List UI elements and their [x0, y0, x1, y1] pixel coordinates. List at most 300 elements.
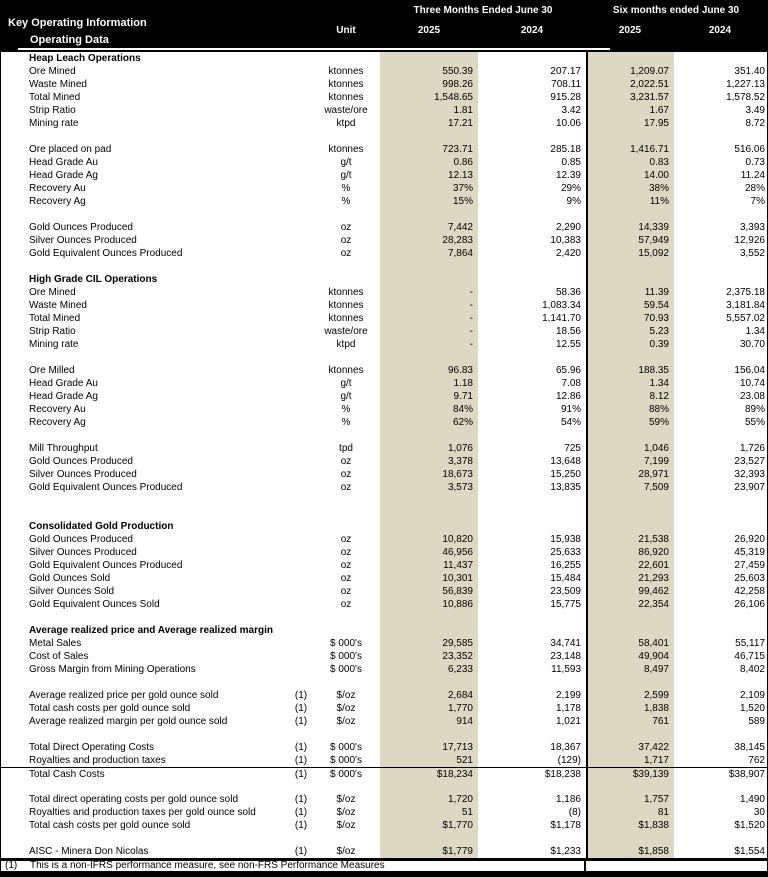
row-label: Recovery Ag [29, 417, 86, 428]
footnote-marker [290, 572, 312, 585]
value-6m-2024: 23.08 [739, 391, 765, 402]
value-6m-2024: 1,520 [739, 703, 765, 714]
value-6m-2024: $1,520 [734, 820, 765, 831]
unit-cell [312, 130, 380, 143]
footnote-marker: (1) [294, 794, 308, 805]
value-6m-2025: 22,601 [586, 559, 674, 572]
unit-cell: g/t [340, 157, 352, 168]
table-row [1, 455, 767, 468]
footnote-row [1, 858, 767, 871]
value-3m-2025: 1,720 [380, 793, 478, 806]
value-6m-2024: 3.49 [745, 105, 765, 116]
row-label: Consolidated Gold Production [29, 521, 174, 532]
column-header-3m-2024: 2024 [520, 25, 544, 36]
footnote-marker [290, 156, 312, 169]
value-3m-2024: 285.18 [550, 144, 581, 155]
row-label: Heap Leach Operations [29, 53, 141, 64]
footnote-marker [290, 130, 312, 143]
row-label: Head Grade Ag [29, 170, 98, 181]
value-3m-2024 [478, 429, 586, 442]
unit-cell: $ 000's [330, 755, 362, 766]
table-row [1, 442, 767, 455]
value-3m-2025 [380, 52, 478, 65]
section-header-row [1, 52, 767, 65]
value-6m-2025: 11% [586, 195, 674, 208]
row-label: Ore placed on pad [29, 144, 112, 155]
footnote-marker: (1) [294, 716, 308, 727]
value-3m-2025 [380, 728, 478, 741]
value-3m-2024 [478, 624, 586, 637]
row-label: Mining rate [29, 118, 79, 129]
value-3m-2024: 15,250 [550, 469, 581, 480]
value-3m-2025 [380, 260, 478, 273]
value-3m-2025: 914 [380, 715, 478, 728]
spacer-row [1, 429, 767, 442]
unit-cell: g/t [340, 391, 352, 402]
row-label: Head Grade Ag [29, 391, 98, 402]
value-3m-2024 [478, 351, 586, 364]
value-3m-2025: - [380, 325, 478, 338]
row-label: High Grade CIL Operations [29, 274, 158, 285]
unit-cell [312, 676, 380, 689]
footnote-marker [290, 624, 312, 637]
value-3m-2024: 91% [560, 404, 581, 415]
value-6m-2024: 1.34 [745, 326, 765, 337]
row-label: Ore Mined [29, 287, 76, 298]
value-3m-2025 [380, 611, 478, 624]
value-6m-2024: $1,554 [734, 846, 765, 857]
unit-cell: ktonnes [328, 300, 364, 311]
footnote-marker: (1) [294, 846, 308, 857]
spacer-row [1, 676, 767, 689]
value-6m-2025 [586, 208, 674, 221]
row-label [1, 130, 290, 143]
footnote-marker [290, 78, 312, 91]
value-6m-2024: 46,715 [734, 651, 765, 662]
footnote-marker [290, 169, 312, 182]
value-3m-2024: 12.86 [555, 391, 581, 402]
value-3m-2024 [478, 611, 586, 624]
value-3m-2024: 915.28 [550, 92, 581, 103]
unit-cell: ktonnes [328, 287, 364, 298]
value-6m-2025: 8.12 [586, 390, 674, 403]
value-6m-2024: 589 [748, 716, 765, 727]
value-6m-2024 [674, 260, 767, 273]
value-3m-2024: 12.39 [555, 170, 581, 181]
row-label: Total cash costs per gold ounce sold [29, 703, 191, 714]
table-header [1, 1, 767, 52]
unit-cell [312, 507, 380, 520]
value-3m-2024: 2,420 [555, 248, 581, 259]
row-label: Total Direct Operating Costs [29, 742, 155, 753]
value-6m-2024: 1,490 [739, 794, 765, 805]
value-6m-2024: 2,375.18 [726, 287, 765, 298]
unit-cell: oz [340, 599, 352, 610]
value-3m-2025 [380, 676, 478, 689]
table-row [1, 767, 767, 780]
unit-cell: g/t [340, 170, 352, 181]
page-subtitle: Operating Data [30, 34, 109, 46]
value-3m-2024: 54% [560, 417, 581, 428]
value-3m-2024: 15,938 [550, 534, 581, 545]
value-3m-2025 [380, 494, 478, 507]
row-label: Ore Milled [29, 365, 75, 376]
value-6m-2025: $39,139 [586, 767, 674, 781]
value-6m-2024: 3,393 [739, 222, 765, 233]
value-6m-2024: 10.74 [739, 378, 765, 389]
value-6m-2025: 1.67 [586, 104, 674, 117]
value-3m-2025: 10,886 [380, 598, 478, 611]
value-3m-2024 [478, 676, 586, 689]
value-6m-2024 [674, 494, 767, 507]
value-3m-2025 [380, 273, 478, 286]
unit-cell: tpd [339, 443, 353, 454]
row-label: Recovery Au [29, 404, 86, 415]
value-6m-2024: 55% [744, 417, 765, 428]
footnote-marker [290, 286, 312, 299]
value-3m-2025: 1,548.65 [380, 91, 478, 104]
table-row [1, 806, 767, 819]
unit-cell [312, 273, 380, 286]
value-6m-2025: 14.00 [586, 169, 674, 182]
unit-cell [312, 494, 380, 507]
value-6m-2024 [674, 208, 767, 221]
value-3m-2025 [380, 130, 478, 143]
footnote-marker [290, 637, 312, 650]
column-group-three-months: Three Months Ended June 30 [413, 5, 553, 16]
value-6m-2024: 26,920 [734, 534, 765, 545]
table-row [1, 585, 767, 598]
value-6m-2024: $38,907 [674, 767, 767, 781]
footnote-marker [290, 832, 312, 845]
value-3m-2024: 23,509 [550, 586, 581, 597]
value-3m-2025: 15% [380, 195, 478, 208]
value-6m-2024: 28% [744, 183, 765, 194]
row-label: Head Grade Au [29, 378, 98, 389]
row-label: Gold Ounces Produced [29, 222, 133, 233]
footnote-marker [290, 468, 312, 481]
value-6m-2024 [674, 507, 767, 520]
value-6m-2025: 99,462 [586, 585, 674, 598]
value-3m-2024: 34,741 [550, 638, 581, 649]
value-3m-2025: 12.13 [380, 169, 478, 182]
value-6m-2025: 11.39 [586, 286, 674, 299]
value-6m-2024: 3,552 [739, 248, 765, 259]
value-3m-2025: 0.86 [380, 156, 478, 169]
table-row [1, 299, 767, 312]
value-3m-2025: 998.26 [380, 78, 478, 91]
spacer-row [1, 832, 767, 845]
value-3m-2024: 7.08 [561, 378, 581, 389]
row-label: Silver Ounces Sold [29, 586, 115, 597]
unit-cell: oz [340, 547, 352, 558]
row-label: Total Mined [29, 313, 81, 324]
value-6m-2025: 70.93 [586, 312, 674, 325]
row-label [1, 611, 290, 624]
unit-cell [312, 208, 380, 221]
value-3m-2025: 17,713 [380, 741, 478, 754]
table-row [1, 325, 767, 338]
table-row [1, 416, 767, 429]
value-6m-2024: 2,109 [739, 690, 765, 701]
row-label: Silver Ounces Produced [29, 547, 137, 558]
table-row [1, 559, 767, 572]
row-label: Average realized margin per gold ounce sold [29, 716, 228, 727]
value-3m-2025: $1,770 [380, 819, 478, 832]
row-label: Gold Ounces Produced [29, 534, 133, 545]
unit-cell: oz [340, 222, 352, 233]
value-3m-2024: 708.11 [551, 79, 581, 90]
column-group-six-months: Six months ended June 30 [612, 5, 740, 16]
value-6m-2025: 86,920 [586, 546, 674, 559]
value-3m-2025: 1,770 [380, 702, 478, 715]
row-label: Gold Ounces Produced [29, 456, 133, 467]
footnote-marker [290, 312, 312, 325]
footnote-marker [290, 676, 312, 689]
value-3m-2024 [478, 130, 586, 143]
row-label: Metal Sales [29, 638, 82, 649]
value-3m-2025: 6,233 [380, 663, 478, 676]
unit-cell [312, 351, 380, 364]
footnote-marker [290, 429, 312, 442]
value-6m-2024 [674, 676, 767, 689]
table-row [1, 403, 767, 416]
unit-cell: ktpd [336, 339, 356, 350]
unit-cell: $/oz [336, 820, 356, 831]
value-3m-2024: 725 [564, 443, 581, 454]
value-3m-2025: $1,779 [380, 845, 478, 858]
spacer-row [1, 130, 767, 143]
table-row [1, 195, 767, 208]
value-3m-2025: - [380, 338, 478, 351]
unit-cell: oz [340, 248, 352, 259]
unit-cell [312, 611, 380, 624]
row-label: Royalties and production taxes [29, 755, 166, 766]
row-label: Average realized price per gold ounce sold [29, 690, 219, 701]
row-label: Gold Equivalent Ounces Produced [29, 248, 183, 259]
value-3m-2024: 10,383 [550, 235, 581, 246]
value-6m-2025: 59.54 [586, 299, 674, 312]
value-3m-2024: 18.56 [555, 326, 581, 337]
unit-cell: oz [340, 482, 352, 493]
value-3m-2025 [380, 507, 478, 520]
footnote-marker [290, 234, 312, 247]
section-header-row [1, 624, 767, 637]
spacer-row [1, 507, 767, 520]
table-row [1, 533, 767, 546]
value-6m-2024 [674, 130, 767, 143]
table-row [1, 247, 767, 260]
value-3m-2025: - [380, 286, 478, 299]
table-row [1, 650, 767, 663]
footnote-marker [290, 455, 312, 468]
value-3m-2025: 1,076 [380, 442, 478, 455]
footnote-marker [290, 195, 312, 208]
value-6m-2024: 5,557.02 [726, 313, 765, 324]
value-6m-2025: $1,858 [586, 845, 674, 858]
value-6m-2025 [586, 832, 674, 845]
table-row [1, 663, 767, 676]
value-6m-2025 [586, 611, 674, 624]
value-6m-2024: 156.04 [734, 365, 765, 376]
table-row [1, 143, 767, 156]
row-label [1, 429, 290, 442]
table-row [1, 572, 767, 585]
table-row [1, 637, 767, 650]
value-6m-2024 [674, 273, 767, 286]
value-3m-2025 [380, 351, 478, 364]
value-3m-2025: 2,684 [380, 689, 478, 702]
value-6m-2025 [586, 494, 674, 507]
value-3m-2024: 1,178 [555, 703, 581, 714]
footnote-marker [290, 208, 312, 221]
value-6m-2025: 0.83 [586, 156, 674, 169]
row-label: Gold Equivalent Ounces Produced [29, 560, 183, 571]
value-6m-2025: 2,022.51 [586, 78, 674, 91]
value-3m-2024 [478, 832, 586, 845]
row-label: Strip Ratio [29, 326, 76, 337]
value-3m-2025: 3,573 [380, 481, 478, 494]
unit-cell: % [341, 183, 351, 194]
unit-cell: % [341, 417, 351, 428]
value-6m-2025: 38% [586, 182, 674, 195]
footnote-marker [290, 299, 312, 312]
value-6m-2024 [674, 351, 767, 364]
value-6m-2024: 12,926 [734, 235, 765, 246]
value-3m-2024: 10.06 [555, 118, 581, 129]
unit-cell: $/oz [336, 716, 356, 727]
value-6m-2024 [674, 611, 767, 624]
value-3m-2025: 29,585 [380, 637, 478, 650]
unit-cell [312, 429, 380, 442]
unit-cell [312, 728, 380, 741]
row-label: Mill Throughput [29, 443, 98, 454]
row-label: Total Cash Costs [1, 767, 290, 781]
value-6m-2024: 516.06 [734, 144, 765, 155]
value-3m-2025: $18,234 [380, 767, 478, 781]
footnote-marker [290, 507, 312, 520]
value-6m-2025 [586, 520, 674, 533]
value-6m-2025 [586, 351, 674, 364]
footnote-marker [290, 559, 312, 572]
value-3m-2025 [380, 780, 478, 793]
value-6m-2024: 42,258 [734, 586, 765, 597]
spacer-row [1, 494, 767, 507]
value-6m-2025 [586, 676, 674, 689]
value-6m-2025: 15,092 [586, 247, 674, 260]
footnote-marker [290, 585, 312, 598]
section-header-row [1, 273, 767, 286]
value-3m-2025: 10,820 [380, 533, 478, 546]
value-3m-2024 [478, 494, 586, 507]
table-row [1, 377, 767, 390]
row-label [1, 260, 290, 273]
value-3m-2024 [478, 780, 586, 793]
unit-cell: ktonnes [328, 79, 364, 90]
value-6m-2025: 7,199 [586, 455, 674, 468]
value-6m-2024: 7% [750, 196, 765, 207]
value-3m-2024: 207.17 [550, 66, 581, 77]
footnote-marker [290, 221, 312, 234]
spacer-row [1, 351, 767, 364]
value-6m-2025: 0.39 [586, 338, 674, 351]
value-3m-2024: 65.96 [555, 365, 581, 376]
value-3m-2025: 550.39 [380, 65, 478, 78]
unit-cell: g/t [340, 378, 352, 389]
table-row [1, 234, 767, 247]
value-3m-2025: 7,864 [380, 247, 478, 260]
unit-cell [312, 520, 380, 533]
value-3m-2025: 1.81 [380, 104, 478, 117]
value-6m-2025 [586, 507, 674, 520]
value-3m-2024: 1,083.34 [542, 300, 581, 311]
footnote-marker [290, 65, 312, 78]
table-row [1, 845, 767, 858]
footnote-marker [290, 91, 312, 104]
value-3m-2025: 723.71 [380, 143, 478, 156]
value-6m-2025 [586, 728, 674, 741]
value-6m-2024: 89% [744, 404, 765, 415]
footnote-marker: (1) [5, 860, 18, 871]
footnote-marker [290, 663, 312, 676]
unit-cell: $ 000's [312, 767, 380, 781]
value-6m-2025: 188.35 [586, 364, 674, 377]
value-6m-2024: 0.73 [745, 157, 765, 168]
value-6m-2025: 59% [586, 416, 674, 429]
footnote-marker [290, 364, 312, 377]
value-6m-2024: 27,459 [734, 560, 765, 571]
unit-cell: $/oz [336, 690, 356, 701]
value-3m-2025: 3,378 [380, 455, 478, 468]
footnote-marker [290, 377, 312, 390]
unit-cell: % [341, 196, 351, 207]
column-header-6m-2025: 2025 [618, 25, 642, 36]
row-label: Cost of Sales [29, 651, 89, 662]
value-6m-2024: 30 [753, 807, 765, 818]
value-6m-2025: 88% [586, 403, 674, 416]
value-6m-2024: 8.72 [745, 118, 765, 129]
table-row [1, 65, 767, 78]
table-row [1, 702, 767, 715]
table-row [1, 689, 767, 702]
table-row [1, 221, 767, 234]
value-3m-2024: 11,593 [551, 664, 581, 675]
row-label: Silver Ounces Produced [29, 235, 137, 246]
value-3m-2024: 3.42 [561, 105, 581, 116]
value-3m-2025: - [380, 312, 478, 325]
value-3m-2024: 15,484 [550, 573, 581, 584]
value-3m-2024: 0.85 [561, 157, 581, 168]
table-row [1, 468, 767, 481]
value-3m-2024 [478, 208, 586, 221]
unit-cell: oz [340, 456, 352, 467]
value-6m-2025 [586, 624, 674, 637]
unit-cell: ktonnes [328, 66, 364, 77]
value-6m-2024: 55,117 [735, 638, 765, 649]
value-3m-2024 [478, 728, 586, 741]
footnote-marker [290, 143, 312, 156]
row-label: Gold Ounces Sold [29, 573, 111, 584]
row-label: Silver Ounces Produced [29, 469, 137, 480]
footnote-marker [290, 52, 312, 65]
value-3m-2024: 18,367 [550, 742, 581, 753]
value-3m-2024 [478, 507, 586, 520]
value-3m-2025: 23,352 [380, 650, 478, 663]
row-label [1, 728, 290, 741]
value-6m-2024: 3,181.84 [726, 300, 765, 311]
value-6m-2025: 1,838 [586, 702, 674, 715]
value-3m-2024: 1,186 [555, 794, 581, 805]
